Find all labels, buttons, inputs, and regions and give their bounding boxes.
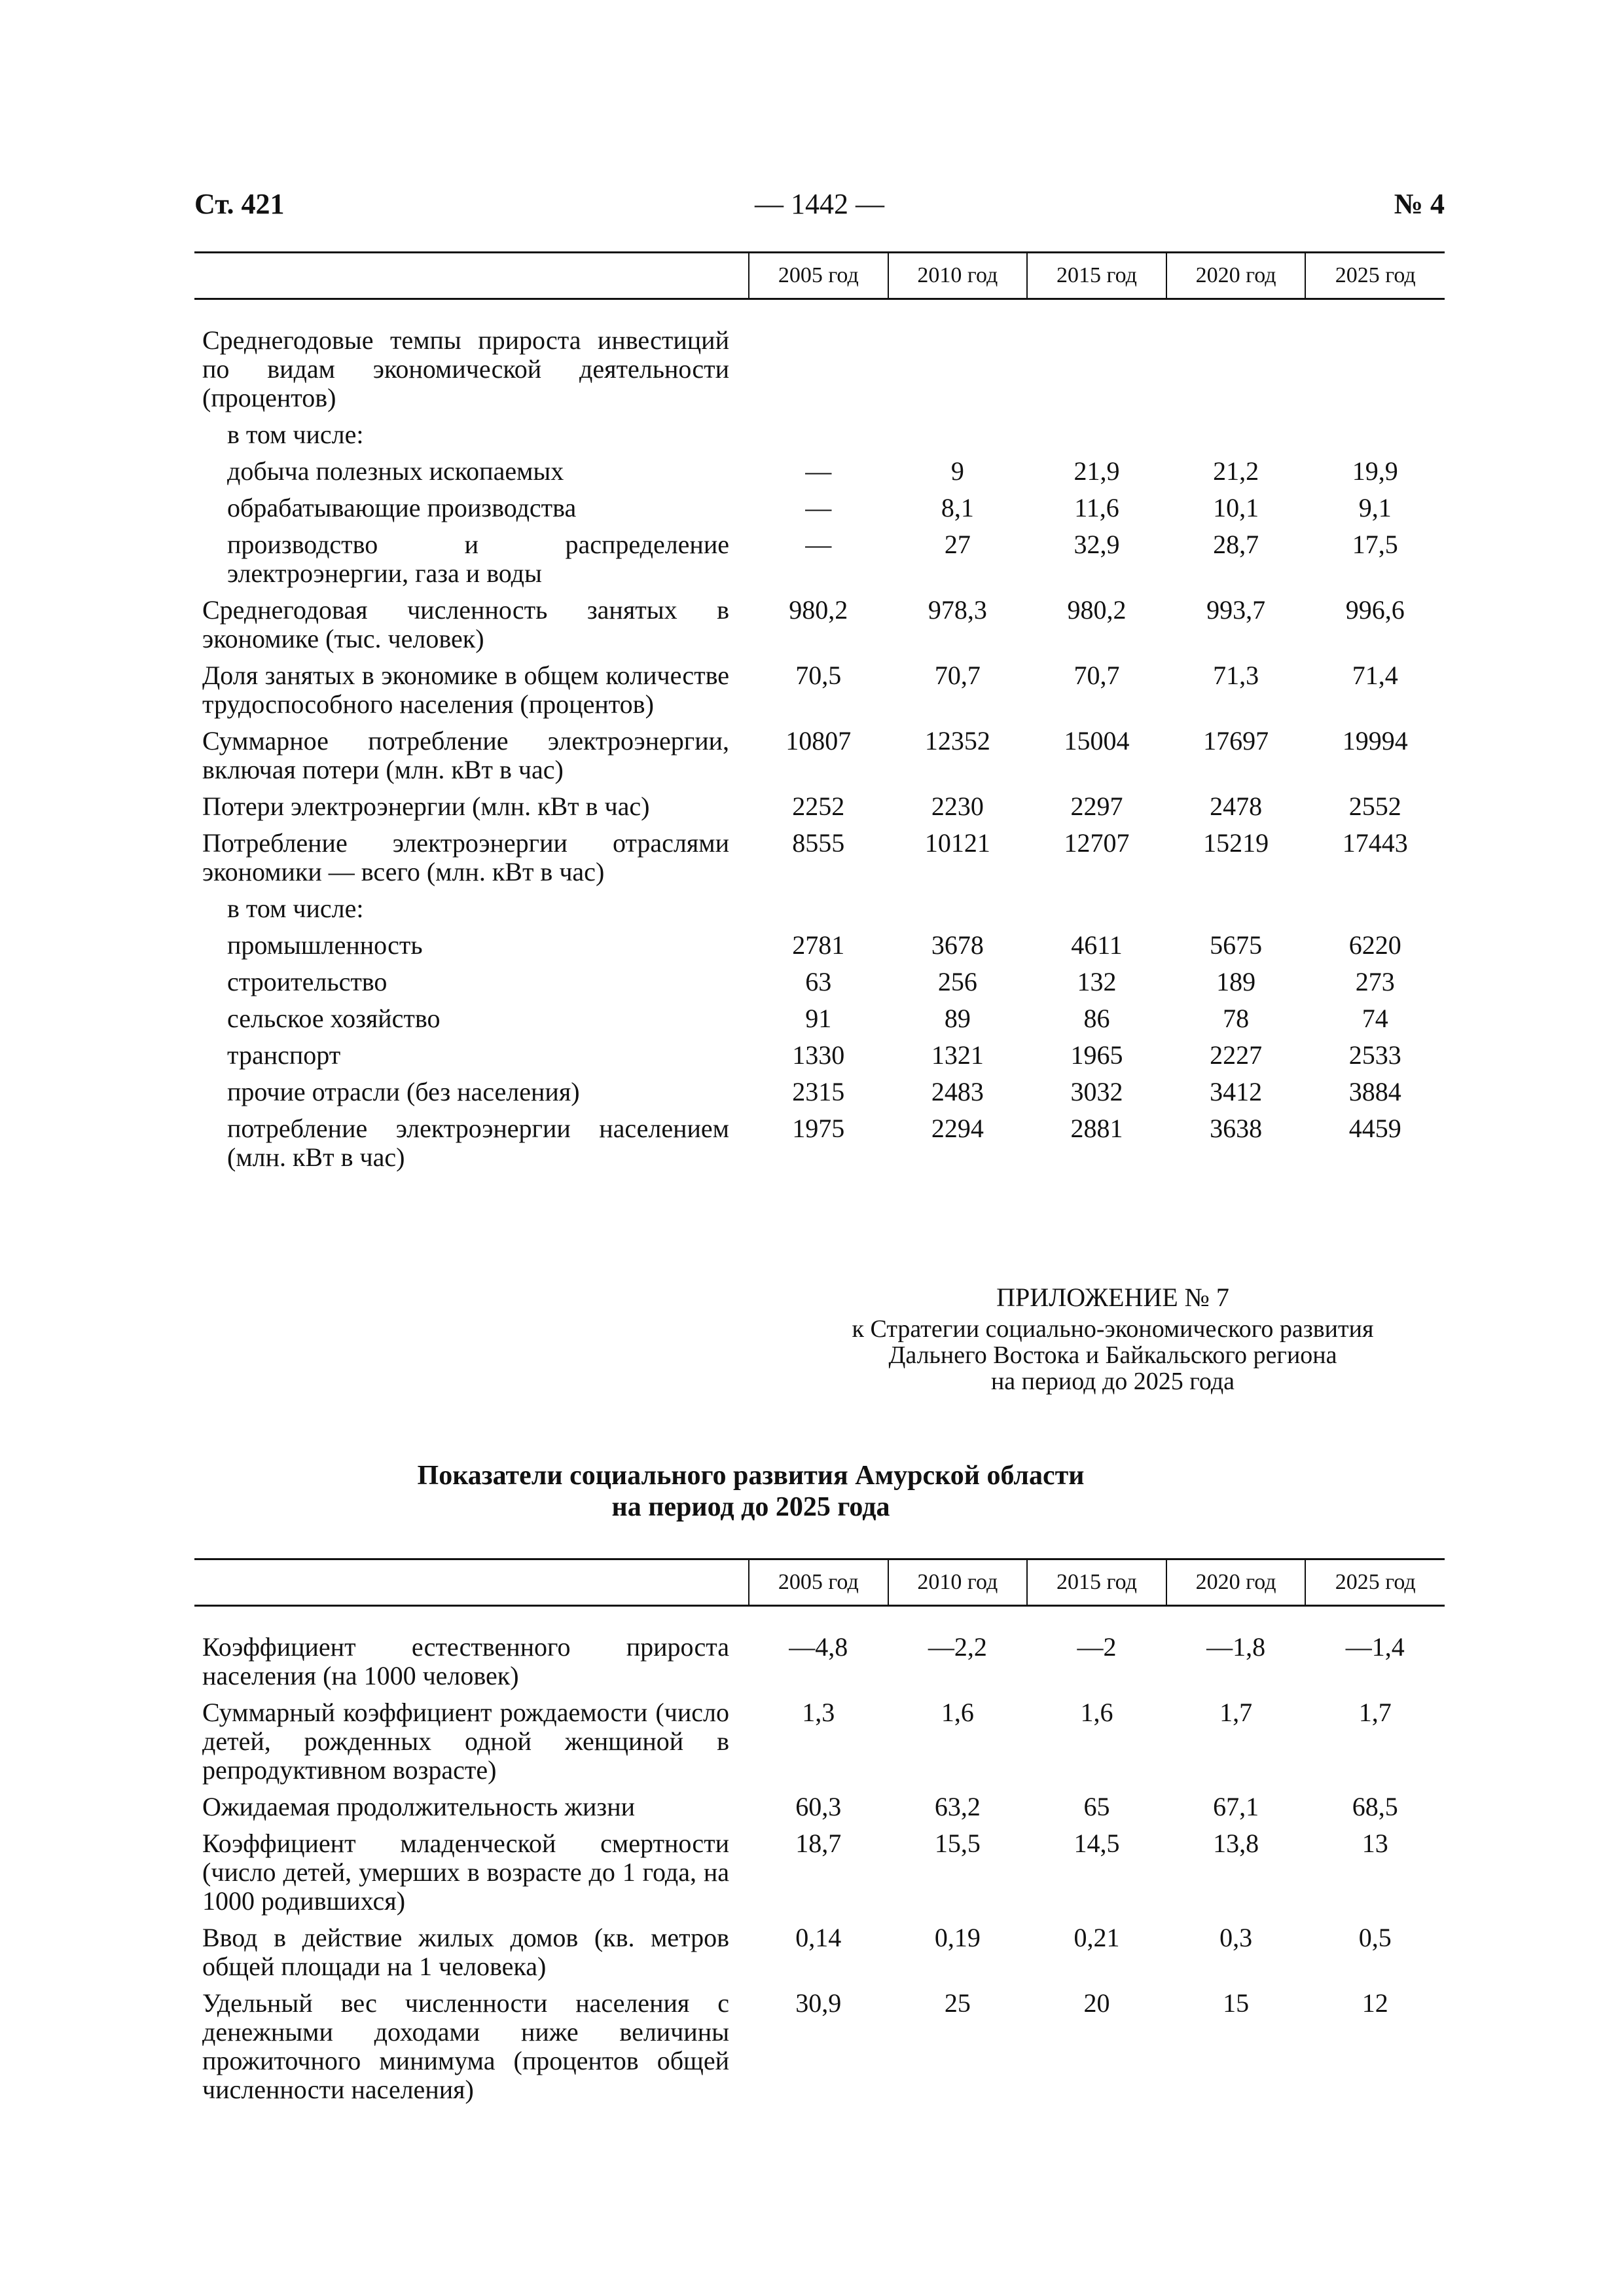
value-cell: 3884 [1348, 1077, 1401, 1106]
value-cell: 256 [937, 967, 977, 996]
row-label: Коэффициент естественного прироста населения (на 1000 человек) [202, 1632, 729, 1690]
value-cell: 4611 [1071, 930, 1123, 960]
row-label: добыча полезных ископаемых [227, 456, 564, 486]
value-cell: 0,3 [1219, 1923, 1253, 1952]
value-cell: 8555 [792, 828, 845, 858]
value-cell: 13,8 [1213, 1829, 1259, 1858]
value-cell [1305, 326, 1445, 420]
value-cell: 21,9 [1074, 456, 1120, 486]
value-cell: 21,2 [1213, 456, 1259, 486]
value-cell: 132 [1077, 967, 1117, 996]
value-cell [888, 326, 1028, 420]
value-cell: 9,1 [1358, 493, 1392, 522]
value-cell: 1,7 [1219, 1698, 1253, 1727]
value-cell: 27 [944, 530, 971, 559]
value-cell [749, 420, 888, 457]
column-header: 2015 год [1027, 1559, 1166, 1606]
section-title [194, 1460, 1307, 1523]
row-label: транспорт [227, 1040, 341, 1070]
value-cell: 15219 [1203, 828, 1269, 858]
table-row [194, 1989, 1445, 2112]
value-cell: 1330 [792, 1040, 845, 1070]
row-label: промышленность [227, 930, 423, 960]
value-cell: 4459 [1348, 1114, 1401, 1143]
row-label: Ввод в действие жилых домов (кв. метров общей площади на 1 человека) [202, 1923, 729, 1981]
header-blank-cell [194, 1559, 749, 1606]
row-label: прочие отрасли (без населения) [227, 1077, 580, 1106]
row-label: Среднегодовая численность занятых в экономике (тыс. человек) [202, 595, 729, 653]
appendix-title: ПРИЛОЖЕНИЕ № 7 [996, 1283, 1229, 1312]
social-indicators-table [194, 1558, 1445, 2112]
value-cell: — [805, 530, 832, 559]
value-cell: 91 [805, 1004, 832, 1033]
value-cell: 1965 [1070, 1040, 1123, 1070]
table-row [194, 1829, 1445, 1923]
value-cell: 70,7 [934, 661, 981, 690]
column-header: 2020 год [1166, 1559, 1306, 1606]
value-cell: 980,2 [1067, 595, 1127, 625]
section-title-line: на период до 2025 года [611, 1492, 890, 1522]
row-label: Доля занятых в экономике в общем количестве трудоспособного населения (процентов) [202, 661, 729, 719]
value-cell: 189 [1216, 967, 1256, 996]
value-cell: 8,1 [941, 493, 974, 522]
value-cell: 19,9 [1352, 456, 1398, 486]
value-cell: 3412 [1210, 1077, 1263, 1106]
value-cell: —2 [1077, 1632, 1117, 1662]
table-row [194, 1923, 1445, 1989]
value-cell: 12352 [924, 726, 990, 756]
column-header: 2010 год [888, 253, 1028, 299]
value-cell: 10121 [924, 828, 990, 858]
value-cell: 6220 [1348, 930, 1401, 960]
value-cell: 60,3 [795, 1792, 842, 1821]
column-header: 2025 год [1305, 253, 1445, 299]
table-row [194, 829, 1445, 894]
value-cell: 71,3 [1213, 661, 1259, 690]
value-cell: 89 [944, 1004, 971, 1033]
value-cell: 17443 [1342, 828, 1408, 858]
table-row [194, 1633, 1445, 1698]
value-cell: 1,7 [1358, 1698, 1392, 1727]
section-title-line: Показатели социального развития Амурской области [417, 1461, 1085, 1491]
table-row [194, 326, 1445, 420]
column-header: 2025 год [1305, 1559, 1445, 1606]
value-cell: 2781 [792, 930, 845, 960]
value-cell: 3678 [931, 930, 984, 960]
value-cell: 2294 [931, 1114, 984, 1143]
table-row [194, 968, 1445, 1004]
value-cell: 67,1 [1213, 1792, 1259, 1821]
row-label: Потери электроэнергии (млн. кВт в час) [202, 792, 650, 821]
value-cell: 30,9 [795, 1988, 842, 2018]
value-cell: 65 [1083, 1792, 1110, 1821]
value-cell: 12 [1362, 1988, 1388, 2018]
value-cell: 978,3 [928, 595, 987, 625]
value-cell: —4,8 [789, 1632, 848, 1662]
value-cell: 25 [944, 1988, 971, 2018]
spacer-row [194, 299, 1445, 327]
value-cell: 273 [1355, 967, 1395, 996]
row-label: строительство [227, 967, 388, 996]
value-cell: 980,2 [789, 595, 848, 625]
value-cell: 18,7 [795, 1829, 842, 1858]
value-cell: 0,19 [934, 1923, 981, 1952]
value-cell: 3638 [1210, 1114, 1263, 1143]
value-cell: 1,6 [1080, 1698, 1113, 1727]
table-header-row [194, 253, 1445, 299]
value-cell: 2881 [1070, 1114, 1123, 1143]
value-cell: —1,8 [1206, 1632, 1266, 1662]
value-cell: 11,6 [1074, 493, 1119, 522]
value-cell [888, 420, 1028, 457]
value-cell: 14,5 [1074, 1829, 1120, 1858]
table-row [194, 1041, 1445, 1078]
table-row [194, 727, 1445, 792]
row-label: сельское хозяйство [227, 1004, 441, 1033]
value-cell: 15 [1223, 1988, 1250, 2018]
table-row [194, 1004, 1445, 1041]
table-header-row [194, 1559, 1445, 1606]
value-cell: 2315 [792, 1077, 845, 1106]
table-row [194, 1078, 1445, 1114]
value-cell [1027, 326, 1166, 420]
column-header: 2005 год [749, 1559, 888, 1606]
value-cell: 13 [1362, 1829, 1388, 1858]
value-cell: — [805, 456, 832, 486]
value-cell: 993,7 [1206, 595, 1266, 625]
row-label: обрабатывающие производства [227, 493, 577, 522]
column-header: 2015 год [1027, 253, 1166, 299]
value-cell: 996,6 [1345, 595, 1405, 625]
value-cell: 15,5 [934, 1829, 981, 1858]
value-cell: —1,4 [1345, 1632, 1405, 1662]
value-cell: 0,21 [1074, 1923, 1120, 1952]
appendix-subtitle-line: к Стратегии социально-экономического развития [852, 1315, 1374, 1343]
appendix-subtitle-line: Дальнего Востока и Байкальского региона [888, 1341, 1337, 1369]
value-cell: 2230 [931, 792, 984, 821]
value-cell: 12707 [1064, 828, 1130, 858]
value-cell: 1,3 [802, 1698, 835, 1727]
value-cell: 63,2 [934, 1792, 981, 1821]
table-row [194, 661, 1445, 727]
value-cell: 17697 [1203, 726, 1269, 756]
value-cell: 10807 [785, 726, 852, 756]
value-cell [1027, 420, 1166, 457]
value-cell: 0,14 [795, 1923, 842, 1952]
table-row [194, 457, 1445, 494]
table-row [194, 420, 1445, 457]
value-cell [1305, 420, 1445, 457]
table-row [194, 894, 1445, 931]
table-row [194, 1114, 1445, 1180]
table-row [194, 596, 1445, 661]
value-cell: 86 [1083, 1004, 1110, 1033]
value-cell [749, 326, 888, 420]
value-cell [1305, 894, 1445, 931]
value-cell: 19994 [1342, 726, 1408, 756]
row-label: потребление электроэнергии населением (млн. кВт в час) [227, 1114, 729, 1172]
value-cell: 2533 [1348, 1040, 1401, 1070]
row-label: Коэффициент младенческой смертности (число детей, умерших в возрасте до 1 года, на 1000 родившихся) [202, 1829, 729, 1916]
row-label: Суммарное потребление электроэнергии, включая потери (млн. кВт в час) [202, 726, 729, 784]
value-cell: 17,5 [1352, 530, 1398, 559]
value-cell: 71,4 [1352, 661, 1398, 690]
table-row [194, 792, 1445, 829]
value-cell: 68,5 [1352, 1792, 1398, 1821]
table-row [194, 530, 1445, 596]
value-cell [1027, 894, 1166, 931]
value-cell: 1975 [792, 1114, 845, 1143]
value-cell: — [805, 493, 832, 522]
table-row [194, 931, 1445, 968]
value-cell: 32,9 [1074, 530, 1120, 559]
value-cell: 74 [1362, 1004, 1388, 1033]
page-header [194, 187, 1445, 227]
value-cell: 1321 [931, 1040, 984, 1070]
value-cell: 20 [1083, 1988, 1110, 2018]
value-cell [1166, 420, 1306, 457]
appendix-subtitle-line: на период до 2025 года [990, 1368, 1235, 1395]
row-label: Потребление электроэнергии отраслями экономики — всего (млн. кВт в час) [202, 828, 729, 886]
column-header: 2005 год [749, 253, 888, 299]
table-row [194, 494, 1445, 530]
row-label: в том числе: [227, 420, 364, 449]
value-cell: 0,5 [1358, 1923, 1392, 1952]
value-cell: —2,2 [928, 1632, 987, 1662]
page-number: — 1442 — [755, 188, 884, 220]
column-header: 2010 год [888, 1559, 1028, 1606]
value-cell: 2297 [1070, 792, 1123, 821]
value-cell: 2552 [1348, 792, 1401, 821]
value-cell: 10,1 [1213, 493, 1259, 522]
value-cell: 1,6 [941, 1698, 974, 1727]
row-label: Ожидаемая продолжительность жизни [202, 1792, 636, 1821]
value-cell [888, 894, 1028, 931]
row-label: Суммарный коэффициент рождаемости (число детей, рожденных одной женщиной в репродуктивном возрасте) [202, 1698, 729, 1785]
value-cell: 28,7 [1213, 530, 1259, 559]
value-cell: 70,5 [795, 661, 842, 690]
row-label: производство и распределение электроэнергии, газа и воды [227, 530, 729, 588]
value-cell [1166, 894, 1306, 931]
table-row [194, 1698, 1445, 1793]
value-cell [749, 894, 888, 931]
article-number: Ст. 421 [194, 188, 285, 220]
value-cell: 9 [950, 456, 964, 486]
value-cell [1166, 326, 1306, 420]
value-cell: 15004 [1064, 726, 1130, 756]
value-cell: 2478 [1210, 792, 1263, 821]
appendix-heading [785, 1285, 1440, 1394]
issue-number: № 4 [1394, 188, 1445, 220]
value-cell: 3032 [1070, 1077, 1123, 1106]
value-cell: 2483 [931, 1077, 984, 1106]
table-row [194, 1793, 1445, 1829]
value-cell: 63 [805, 967, 832, 996]
value-cell: 5675 [1210, 930, 1263, 960]
header-blank-cell [194, 253, 749, 299]
column-header: 2020 год [1166, 253, 1306, 299]
economic-indicators-table [194, 251, 1445, 1180]
row-label: Удельный вес численности населения с денежными доходами ниже величины прожиточного минимума (процентов общей численности населения) [202, 1988, 729, 2104]
value-cell: 70,7 [1074, 661, 1120, 690]
value-cell: 78 [1223, 1004, 1250, 1033]
row-label: Среднегодовые темпы прироста инвестиций по видам экономической деятельности (процентов) [202, 325, 729, 412]
value-cell: 2227 [1210, 1040, 1263, 1070]
row-label: в том числе: [227, 894, 364, 923]
spacer-row [194, 1606, 1445, 1633]
value-cell: 2252 [792, 792, 845, 821]
